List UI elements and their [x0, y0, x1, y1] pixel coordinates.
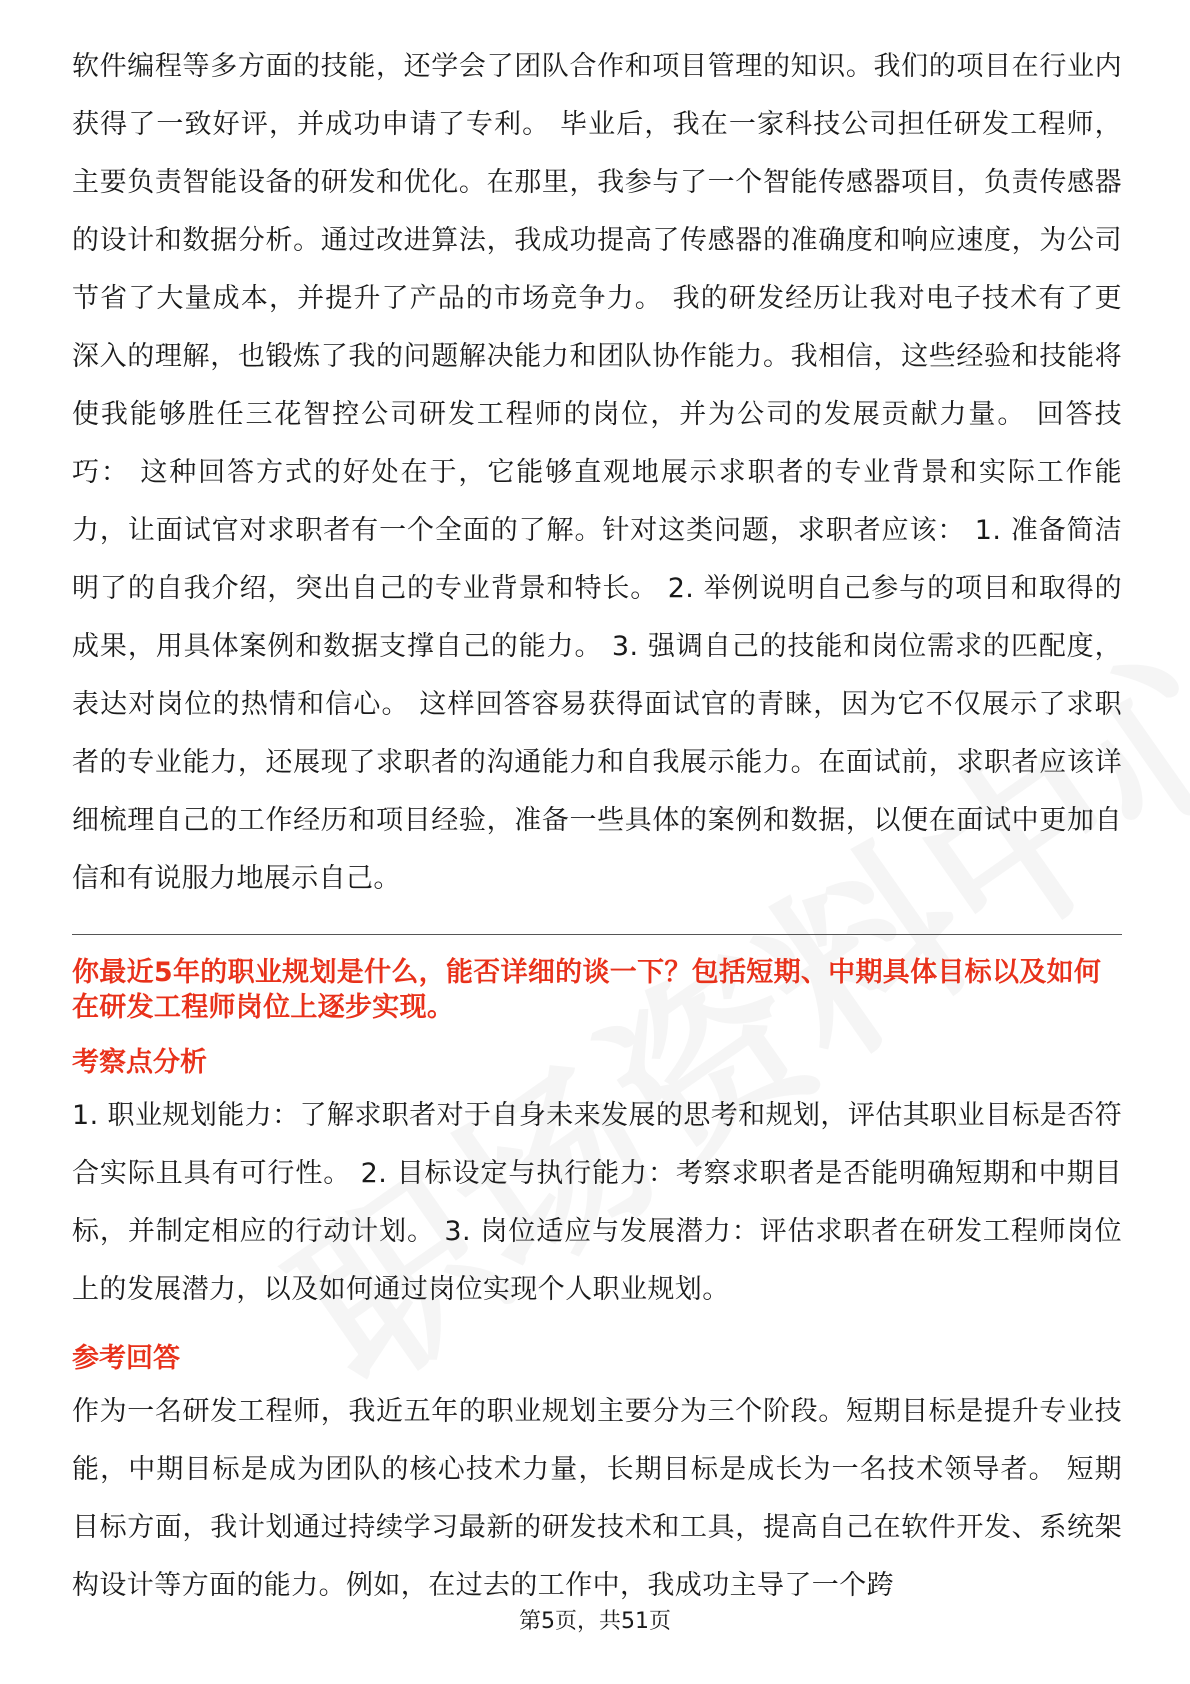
analysis-body: 1. 职业规划能力：了解求职者对于自身未来发展的思考和规划，评估其职业目标是否符合实际且具有可行性。 2. 目标设定与执行能力：考察求职者是否能明确短期和中期目标，并制定相应的行动计划。 3. 岗位适应与发展潜力：评估求职者在研发工程师岗位上的发展潜力，以及如何通过岗位实现个人职业规划。 — [72, 1100, 1122, 1305]
section-divider — [72, 934, 1122, 935]
page-number-footer: 第5页，共51页 — [519, 1609, 671, 1634]
answer-body: 作为一名研发工程师，我近五年的职业规划主要分为三个阶段。短期目标是提升专业技能，中期目标是成为团队的核心技术力量，长期目标是成长为一名技术领导者。 短期目标方面，我计划通过持续学习最新的研发技术和工具，提高自己在软件开发、系统架构设计等方面的能力。例如，在过去的工作中，我成功主导了一个跨 — [72, 1396, 1122, 1601]
document-page — [72, 38, 1122, 1615]
analysis-heading: 考察点分析 — [72, 1047, 207, 1078]
answer-heading: 参考回答 — [72, 1343, 180, 1374]
interview-question: 你最近5年的职业规划是什么，能否详细的谈一下？包括短期、中期具体目标以及如何在研发工程师岗位上逐步实现。 — [72, 957, 1102, 1023]
intro-paragraph: 软件编程等多方面的技能，还学会了团队合作和项目管理的知识。我们的项目在行业内获得了一致好评，并成功申请了专利。 毕业后，我在一家科技公司担任研发工程师，主要负责智能设备的研发和优化。在那里，我参与了一个智能传感器项目，负责传感器的设计和数据分析。通过改进算法，我成功提高了传感器的准确度和响应速度，为公司节省了大量成本，并提升了产品的市场竞争力。 我的研发经历让我对电子技术有了更深入的理解，也锻炼了我的问题解决能力和团队协作能力。我相信，这些经验和技能将使我能够胜任三花智控公司研发工程师的岗位，并为公司的发展贡献力量。 回答技巧： 这种回答方式的好处在于，它能够直观地展示求职者的专业背景和实际工作能力，让面试官对求职者有一个全面的了解。针对这类问题，求职者应该： 1. 准备简洁明了的自我介绍，突出自己的专业背景和特长。 2. 举例说明自己参与的项目和取得的成果，用具体案例和数据支撑自己的能力。 3. 强调自己的技能和岗位需求的匹配度，表达对岗位的热情和信心。 这样回答容易获得面试官的青睐，因为它不仅展示了求职者的专业能力，还展现了求职者的沟通能力和自我展示能力。在面试前，求职者应该详细梳理自己的工作经历和项目经验，准备一些具体的案例和数据，以便在面试中更加自信和有说服力地展示自己。 — [72, 51, 1122, 894]
